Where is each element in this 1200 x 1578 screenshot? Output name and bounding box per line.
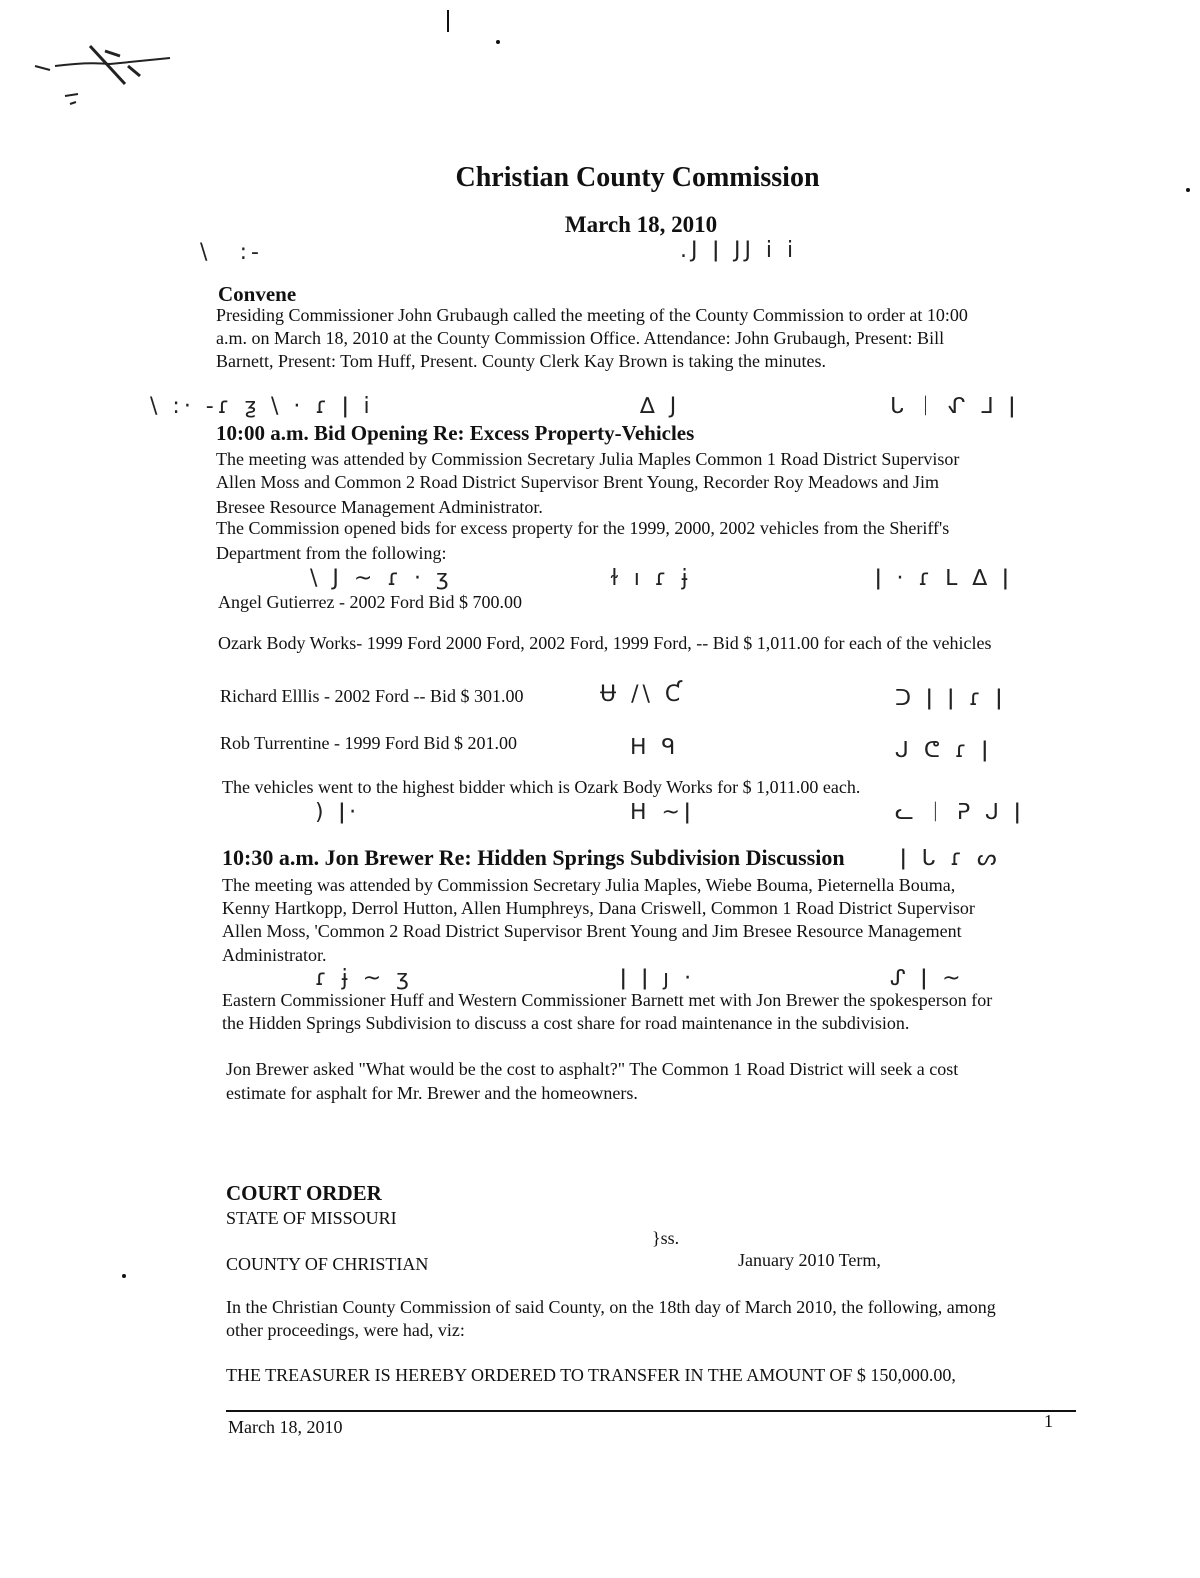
court-order-county: COUNTY OF CHRISTIAN bbox=[226, 1254, 429, 1274]
page-number: 1 bbox=[1044, 1411, 1053, 1431]
handwritten-mark: ǀ ᒐ ɾ ᔕ bbox=[900, 846, 1001, 871]
paragraph-line: Allen Moss and Common 2 Road District Supervisor Brent Young, Recorder Roy Meadows and Jim bbox=[216, 472, 939, 492]
scan-speck bbox=[447, 10, 449, 32]
handwritten-mark: ᑐ ǀ ǀ ɾ ǀ bbox=[895, 686, 1007, 711]
meeting-date: March 18, 2010 bbox=[564, 212, 718, 237]
court-order-state: STATE OF MISSOURI bbox=[226, 1208, 397, 1228]
scan-mark-graphic bbox=[30, 36, 180, 116]
handwritten-mark: Ʉ /\ Ƈ bbox=[600, 682, 685, 707]
handwritten-mark: ᕼ ᑫ bbox=[630, 735, 680, 760]
handwritten-mark: ᕼ ~ǀ bbox=[630, 800, 695, 825]
paragraph-line: The meeting was attended by Commission Secretary Julia Maples Common 1 Road District Supervisor bbox=[216, 449, 960, 469]
section-heading-convene: Convene bbox=[218, 282, 297, 306]
handwritten-mark: ∆ J bbox=[640, 394, 681, 419]
paragraph-line: other proceedings, were had, viz: bbox=[226, 1320, 465, 1340]
paragraph-line: Administrator. bbox=[222, 945, 327, 965]
section-heading-bid-opening: 10:00 a.m. Bid Opening Re: Excess Property-Vehicles bbox=[216, 421, 695, 445]
paragraph-line: The Commission opened bids for excess property for the 1999, 2000, 2002 vehicles from the Sheriff's bbox=[216, 518, 950, 538]
paragraph-line: Kenny Hartkopp, Derrol Hutton, Allen Humphreys, Dana Criswell, Common 1 Road District Supervisor bbox=[222, 898, 975, 918]
bid-entry: Ozark Body Works- 1999 Ford 2000 Ford, 2002 Ford, 1999 Ford, -- Bid $ 1,011.00 for each of the vehicles bbox=[218, 633, 992, 653]
handwritten-mark: ɾ ɉ ~ ʒ bbox=[315, 966, 413, 991]
paragraph-line: The meeting was attended by Commission Secretary Julia Maples, Wiebe Bouma, Pieternella Bouma, bbox=[222, 875, 956, 895]
handwritten-mark: .J ǀ JJ i i bbox=[680, 238, 798, 263]
paragraph-line: the Hidden Springs Subdivision to discuss a cost share for road maintenance in the subdivision. bbox=[222, 1013, 910, 1033]
paragraph-line: Allen Moss, 'Common 2 Road District Supervisor Brent Young and Jim Bresee Resource Management bbox=[222, 921, 962, 941]
scan-speck bbox=[122, 1274, 126, 1278]
bid-entry: Richard Elllis - 2002 Ford -- Bid $ 301.00 bbox=[220, 686, 524, 706]
bid-result: The vehicles went to the highest bidder which is Ozark Body Works for $ 1,011.00 each. bbox=[222, 777, 861, 797]
paragraph-line: Eastern Commissioner Huff and Western Commissioner Barnett met with Jon Brewer the spokesperson for bbox=[222, 990, 993, 1010]
footer-rule bbox=[226, 1410, 1076, 1412]
handwritten-mark: ᓚ ᛁ ᕈ ᒍ ǀ bbox=[895, 800, 1025, 825]
paragraph-line: In the Christian County Commission of said County, on the 18th day of March 2010, the following, among bbox=[226, 1297, 996, 1317]
handwritten-mark: ǀ ǀ ȷ · bbox=[620, 966, 696, 991]
bid-entry: Rob Turrentine - 1999 Ford Bid $ 201.00 bbox=[220, 733, 518, 753]
footer-date: March 18, 2010 bbox=[228, 1417, 343, 1437]
handwritten-mark: \ :· -ɾ ƺ \ · ɾ ǀ i bbox=[150, 394, 374, 419]
handwritten-mark: \ J ~ ɾ · ʒ bbox=[310, 566, 453, 591]
paragraph-line: Presiding Commissioner John Grubaugh called the meeting of the County Commission to order at 10:00 bbox=[216, 305, 968, 325]
handwritten-mark: ǀ · ɾ ᒪ ∆ ǀ bbox=[875, 566, 1013, 591]
handwritten-mark: ɫ ı ɾ ɉ bbox=[610, 566, 692, 591]
paragraph-line: Barnett, Present: Tom Huff, Present. County Clerk Kay Brown is taking the minutes. bbox=[216, 351, 827, 371]
bid-entry: Angel Gutierrez - 2002 Ford Bid $ 700.00 bbox=[218, 592, 522, 612]
section-heading-court-order: COURT ORDER bbox=[226, 1181, 382, 1205]
handwritten-mark: \ :- bbox=[200, 240, 263, 265]
handwritten-mark: ᒍ ᕦ ɾ ǀ bbox=[895, 738, 993, 763]
page-title: Christian County Commission bbox=[455, 162, 820, 193]
scan-speck bbox=[496, 40, 500, 44]
court-order-text: THE TREASURER IS HEREBY ORDERED TO TRANSFER IN THE AMOUNT OF $ 150,000.00, bbox=[226, 1365, 956, 1385]
handwritten-mark: ) ǀ· bbox=[315, 800, 361, 825]
paragraph-line: estimate for asphalt for Mr. Brewer and the homeowners. bbox=[226, 1083, 638, 1103]
paragraph-line: Jon Brewer asked "What would be the cost to asphalt?" The Common 1 Road District will seek a cost bbox=[226, 1059, 959, 1079]
paragraph-line: Bresee Resource Management Administrator. bbox=[216, 497, 543, 517]
court-order-ss: }ss. bbox=[652, 1228, 680, 1248]
handwritten-mark: ᔑ ǀ ~ bbox=[890, 966, 965, 991]
court-order-term: January 2010 Term, bbox=[738, 1250, 881, 1270]
paragraph-line: a.m. on March 18, 2010 at the County Commission Office. Attendance: John Grubaugh, Present: Bill bbox=[216, 328, 945, 348]
paragraph-line: Department from the following: bbox=[216, 543, 447, 563]
handwritten-mark: ᒐ ᛁ ᖋ ᒧ ǀ bbox=[890, 394, 1020, 419]
section-heading-hidden-springs: 10:30 a.m. Jon Brewer Re: Hidden Springs Subdivision Discussion bbox=[222, 845, 845, 870]
